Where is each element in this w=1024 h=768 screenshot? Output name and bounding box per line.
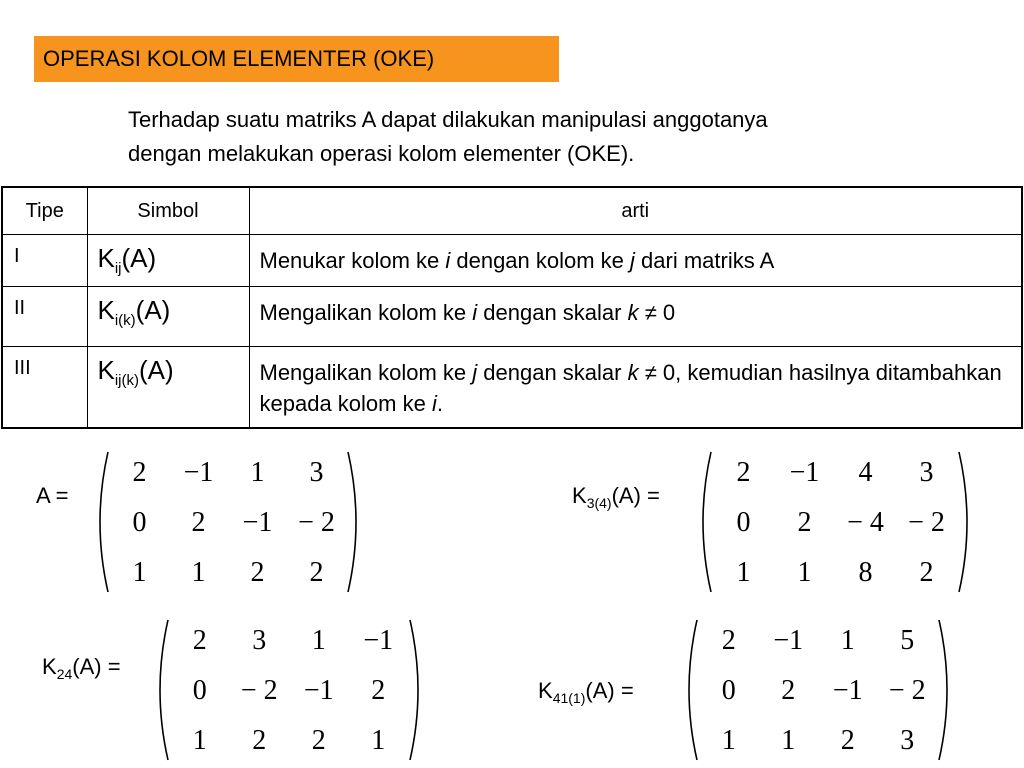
table-row: [2, 346, 1022, 428]
cell-arti: [249, 346, 1022, 428]
symbol-argument: (A): [135, 294, 171, 325]
arti-text: Mengalikan kolom ke: [259, 299, 473, 325]
matrix-entry: 1: [311, 625, 326, 656]
table-row: [2, 286, 1022, 346]
cell-tipe: II: [2, 286, 87, 346]
matrix-a-label: [36, 483, 68, 511]
intro-line-1: Terhadap suatu matriks A dapat dilakukan manipulasi anggotanya: [128, 107, 768, 132]
arti-var: i: [431, 390, 437, 416]
matrix-entry: −1: [242, 507, 273, 538]
label-base: K: [42, 654, 57, 679]
matrix-entry: 2: [132, 457, 147, 488]
matrix-entry: −1: [832, 675, 863, 706]
right-paren: [410, 620, 418, 760]
arti-text: Menukar kolom ke: [259, 247, 446, 273]
label-base: A =: [36, 483, 69, 508]
label-subscript: 24: [56, 666, 73, 683]
cell-arti: [249, 234, 1022, 286]
matrix-entry: 1: [132, 557, 147, 588]
matrix-entry: − 2: [908, 507, 945, 538]
symbol-base: K: [97, 354, 115, 385]
matrix-a: [94, 448, 362, 596]
right-paren: [939, 620, 947, 760]
matrix-entry: 1: [371, 725, 386, 756]
arti-var: k: [627, 359, 639, 385]
matrix-entry: 5: [900, 625, 915, 656]
matrix-entry: 4: [858, 457, 873, 488]
matrix-entry: − 2: [298, 507, 335, 538]
matrix-entry: 1: [736, 557, 751, 588]
label-base: K: [572, 483, 587, 508]
symbol-subscript: i(k): [114, 311, 136, 329]
symbol-subscript: ij(k): [114, 371, 139, 389]
oke-table: [1, 186, 1023, 429]
matrix-entry: 1: [191, 557, 206, 588]
matrix-entry: 3: [900, 725, 915, 756]
matrix-entry: 1: [781, 725, 796, 756]
matrix-entry: 2: [252, 725, 267, 756]
matrix-k24-label: [42, 654, 121, 682]
intro-paragraph: [128, 103, 1008, 171]
cell-arti: [249, 286, 1022, 346]
symbol-argument: (A): [139, 354, 174, 385]
matrix-entry: 8: [858, 557, 873, 588]
matrix-k34-label: [572, 483, 660, 511]
label-subscript: 41(1): [552, 690, 586, 707]
matrix-entry: 2: [721, 625, 736, 656]
header-tipe: Tipe: [2, 187, 87, 234]
left-paren: [689, 620, 697, 760]
matrix-entry: 0: [132, 507, 147, 538]
left-paren: [100, 452, 108, 592]
matrix-grid: [713, 448, 957, 596]
matrix-entry: 2: [371, 675, 386, 706]
matrix-k34: [697, 448, 973, 596]
arti-text: .: [436, 390, 443, 416]
cell-tipe: III: [2, 346, 87, 428]
arti-text: Mengalikan kolom ke: [259, 359, 473, 385]
matrix-entry: 2: [781, 675, 796, 706]
matrix-entry: 3: [919, 457, 934, 488]
matrix-entry: 0: [721, 675, 736, 706]
matrix-entry: 2: [309, 557, 324, 588]
header-arti: arti: [249, 187, 1022, 234]
label-subscript: 3(4): [586, 495, 612, 512]
arti-var: k: [627, 299, 639, 325]
table-row: [2, 234, 1022, 286]
arti-text: dengan skalar: [477, 299, 628, 325]
cell-tipe: I: [2, 234, 87, 286]
matrix-entry: 1: [797, 557, 812, 588]
arti-text: dengan kolom ke: [450, 247, 631, 273]
matrix-entry: − 4: [847, 507, 884, 538]
matrix-entry: 2: [797, 507, 812, 538]
cell-simbol: [87, 234, 249, 286]
right-paren: [959, 452, 967, 592]
matrix-entry: −1: [303, 675, 334, 706]
matrix-k411-label: [538, 678, 634, 706]
matrix-entry: 2: [736, 457, 751, 488]
arti-text: ≠ 0: [638, 299, 676, 325]
matrix-entry: 2: [919, 557, 934, 588]
matrix-grid: [170, 616, 408, 764]
symbol-base: K: [97, 242, 115, 273]
table-header-row: [2, 187, 1022, 234]
left-paren: [703, 452, 711, 592]
matrix-entry: 2: [311, 725, 326, 756]
cell-simbol: [87, 286, 249, 346]
matrix-entry: 3: [252, 625, 267, 656]
label-argument: (A) =: [611, 483, 660, 508]
label-argument: (A) =: [72, 654, 121, 679]
intro-line-2: dengan melakukan operasi kolom elementer (OKE).: [128, 141, 635, 166]
arti-text: dengan skalar: [477, 359, 628, 385]
matrix-entry: 2: [250, 557, 265, 588]
matrix-entry: 2: [840, 725, 855, 756]
symbol-base: K: [97, 294, 115, 325]
matrix-entry: 3: [309, 457, 324, 488]
matrix-grid: [110, 448, 346, 596]
matrix-entry: −1: [773, 625, 804, 656]
matrix-entry: 2: [191, 507, 206, 538]
matrix-entry: −1: [789, 457, 820, 488]
matrix-entry: 1: [250, 457, 265, 488]
matrix-k411: [683, 616, 953, 764]
matrix-entry: 1: [840, 625, 855, 656]
symbol-argument: (A): [121, 242, 157, 273]
left-paren: [160, 620, 168, 760]
arti-text: ≠ 0, kemudian hasilnya ditambahkan kepada kolom ke: [259, 359, 1002, 416]
matrix-entry: − 2: [888, 675, 926, 706]
arti-var: i: [472, 299, 478, 325]
matrix-entry: 1: [721, 725, 736, 756]
right-paren: [348, 452, 356, 592]
matrix-entry: 0: [192, 675, 207, 706]
header-simbol: Simbol: [87, 187, 249, 234]
arti-var: j: [630, 247, 635, 273]
matrix-grid: [699, 616, 937, 764]
arti-var: i: [445, 247, 451, 273]
matrix-entry: 0: [736, 507, 751, 538]
arti-text: dari matriks A: [634, 247, 775, 273]
label-base: K: [538, 678, 553, 703]
matrix-entry: −1: [183, 457, 214, 488]
cell-simbol: [87, 346, 249, 428]
label-argument: (A) =: [585, 678, 634, 703]
arti-var: j: [472, 359, 478, 385]
matrix-entry: − 2: [240, 675, 278, 706]
matrix-entry: 1: [192, 725, 207, 756]
matrix-entry: −1: [363, 625, 394, 656]
symbol-subscript: ij: [114, 259, 122, 277]
section-title: OPERASI KOLOM ELEMENTER (OKE): [34, 36, 559, 82]
matrix-k24: [154, 616, 424, 764]
matrix-entry: 2: [192, 625, 207, 656]
